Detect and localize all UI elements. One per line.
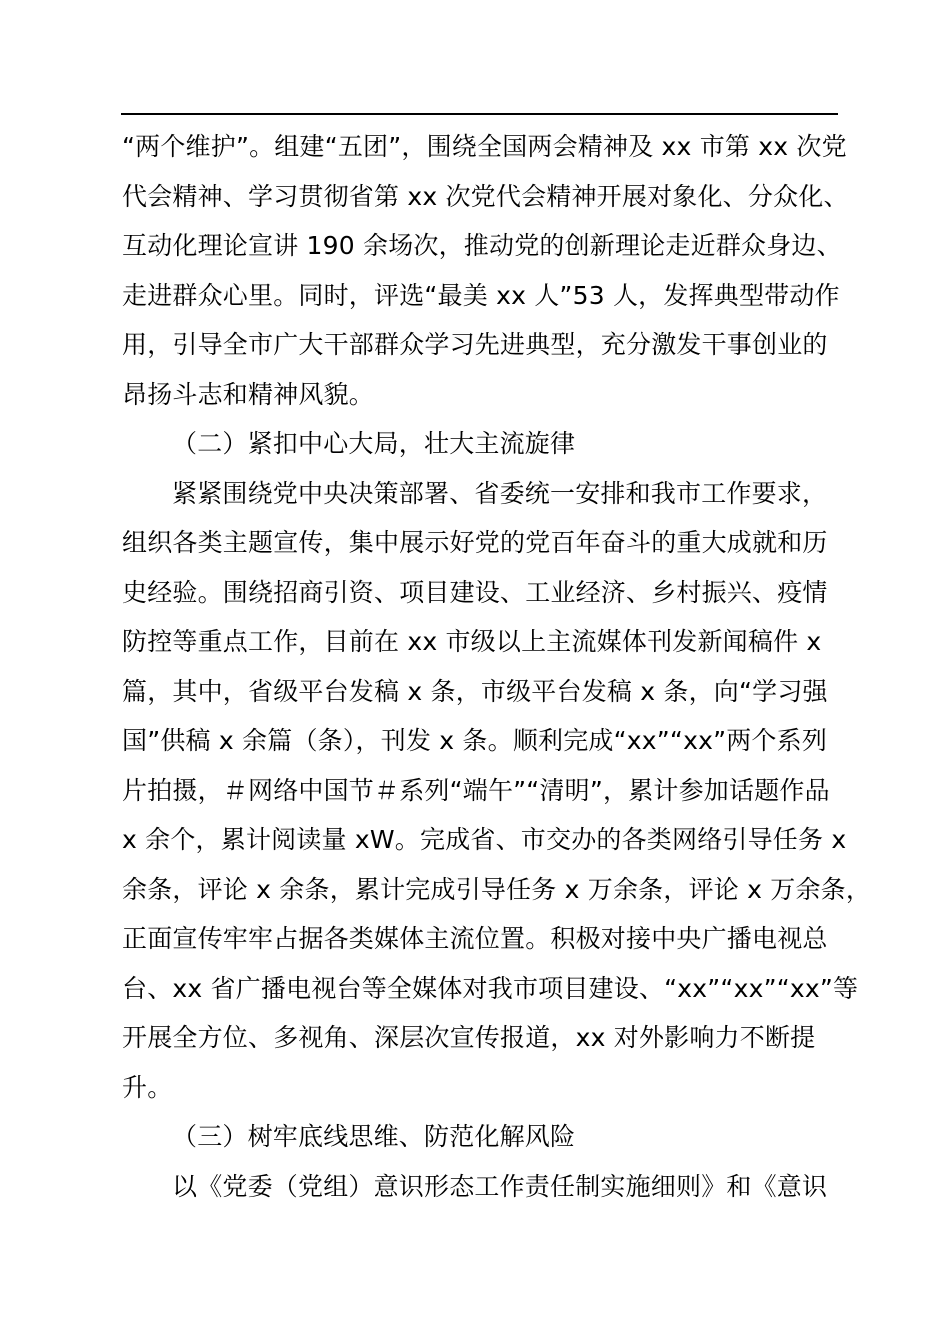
text-line: 史经验。围绕招商引资、项目建设、工业经济、乡村振兴、疫情 — [122, 577, 828, 607]
text-line: 开展全方位、多视角、深层次宣传报道，xx 对外影响力不断提 — [122, 1023, 816, 1052]
text-line: 昂扬斗志和精神风貌。 — [122, 379, 375, 409]
text-line: 正面宣传牢牢占据各类媒体主流位置。积极对接中央广播电视总 — [122, 924, 828, 953]
text-line: 台、xx 省广播电视台等全媒体对我市项目建设、“xx”“xx”“xx”等 — [122, 973, 859, 1003]
text-line: 互动化理论宣讲 190 余场次，推动党的创新理论走近群众身边、 — [122, 231, 842, 260]
paragraph-first-line: 紧紧围绕党中央决策部署、省委统一安排和我市工作要求， — [172, 478, 828, 508]
text-line: 防控等重点工作，目前在 xx 市级以上主流媒体刊发新闻稿件 x — [122, 627, 822, 656]
text-line: 篇，其中，省级平台发稿 x 条，市级平台发稿 x 条，向“学习强 — [122, 676, 828, 706]
body-text — [122, 122, 872, 1211]
text-line: 国”供稿 x 余篇（条），刊发 x 条。顺利完成“xx”“xx”两个系列 — [122, 726, 828, 755]
section-heading: （三）树牢底线思维、防范化解风险 — [172, 1122, 576, 1151]
paragraph-first-line: 以《党委（党组）意识形态工作责任制实施细则》和《意识 — [172, 1171, 828, 1201]
text-line: x 余个，累计阅读量 xW。完成省、市交办的各类网络引导任务 x — [122, 825, 847, 854]
text-line: 升。 — [122, 1072, 173, 1102]
text-line: 余条，评论 x 余条，累计完成引导任务 x 万余条，评论 x 万余条， — [122, 874, 872, 904]
text-line: 走进群众心里。同时，评选“最美 xx 人”53 人，发挥典型带动作 — [122, 280, 840, 310]
text-line: 代会精神、学习贯彻省第 xx 次党代会精神开展对象化、分众化、 — [122, 181, 849, 211]
text-line: 用，引导全市广大干部群众学习先进典型，充分激发干事创业的 — [122, 330, 828, 359]
text-line: “两个维护”。组建“五团”，围绕全国两会精神及 xx 市第 xx 次党 — [122, 132, 847, 161]
text-line: 组织各类主题宣传，集中展示好党的党百年奋斗的重大成就和历 — [122, 528, 828, 557]
section-heading: （二）紧扣中心大局，壮大主流旋律 — [172, 429, 576, 458]
header-rule — [121, 113, 838, 115]
text-line: 片拍摄，＃网络中国节＃系列“端午”“清明”，累计参加话题作品 — [122, 775, 830, 805]
